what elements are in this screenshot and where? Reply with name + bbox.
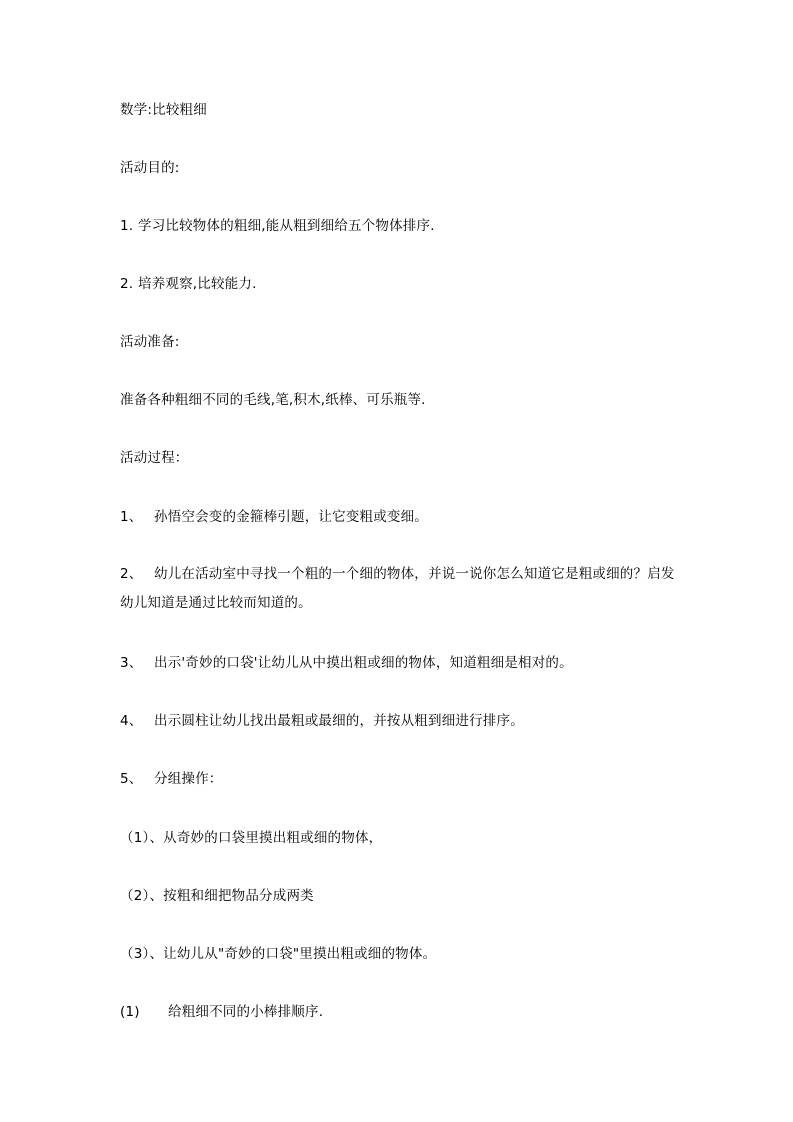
prep-heading: 活动准备: [120,334,180,350]
sub-step-text: 按粗和细把物品分成两类 [163,888,314,904]
sub-step [120,1003,680,1021]
goal-item [120,217,680,235]
goal-number: 1. [120,218,134,234]
goal-text: 学习比较物体的粗细,能从粗到细给五个物体排序. [138,218,435,234]
process-step [120,508,680,526]
sub-step [120,829,680,847]
step-text: 出示'奇妙的口袋'让幼儿从中摸出粗或细的物体，知道粗细是相对的。 [154,655,573,671]
step-number: 5、 [120,771,143,787]
process-step [120,654,680,672]
step-number: 2、 [120,566,143,582]
document-title: 数学:比较粗细 [120,102,207,118]
goal-item [120,275,680,293]
step-text: 出示圆柱让幼儿找出最粗或最细的，并按从粗到细进行排序。 [154,713,524,729]
goal-number: 2. [120,276,134,292]
sub-step-number: （2）、 [120,888,164,904]
sub-step [120,887,680,905]
sub-step-number: （1）、 [120,830,164,846]
sub-step-text: 让幼儿从"奇妙的口袋"里摸出粗或细的物体。 [163,946,437,962]
process-step [120,560,680,618]
step-text: 幼儿在活动室中寻找一个粗的一个细的物体，并说一说你怎么知道它是粗或细的？启发幼儿知道是通过比较而知道的。 [120,566,675,611]
step-text: 分组操作： [154,771,223,787]
process-step [120,712,680,730]
sub-step-text: 从奇妙的口袋里摸出粗或细的物体， [163,830,383,846]
step-number: 4、 [120,713,143,729]
prep-text: 准备各种粗细不同的毛线,笔,积木,纸棒、可乐瓶等. [120,392,426,408]
sub-step-number: （3）、 [120,946,164,962]
step-number: 1、 [120,509,143,525]
step-number: 3、 [120,655,143,671]
sub-step-text: 给粗细不同的小棒排顺序. [168,1004,324,1020]
step-text: 孙悟空会变的金箍棒引题，让它变粗或变细。 [154,509,428,525]
process-step [120,770,680,788]
goal-text: 培养观察,比较能力. [138,276,257,292]
process-heading: 活动过程： [120,450,189,466]
goal-heading: 活动目的: [120,160,180,176]
sub-step [120,945,680,963]
sub-step-number: (1) [120,1004,140,1020]
